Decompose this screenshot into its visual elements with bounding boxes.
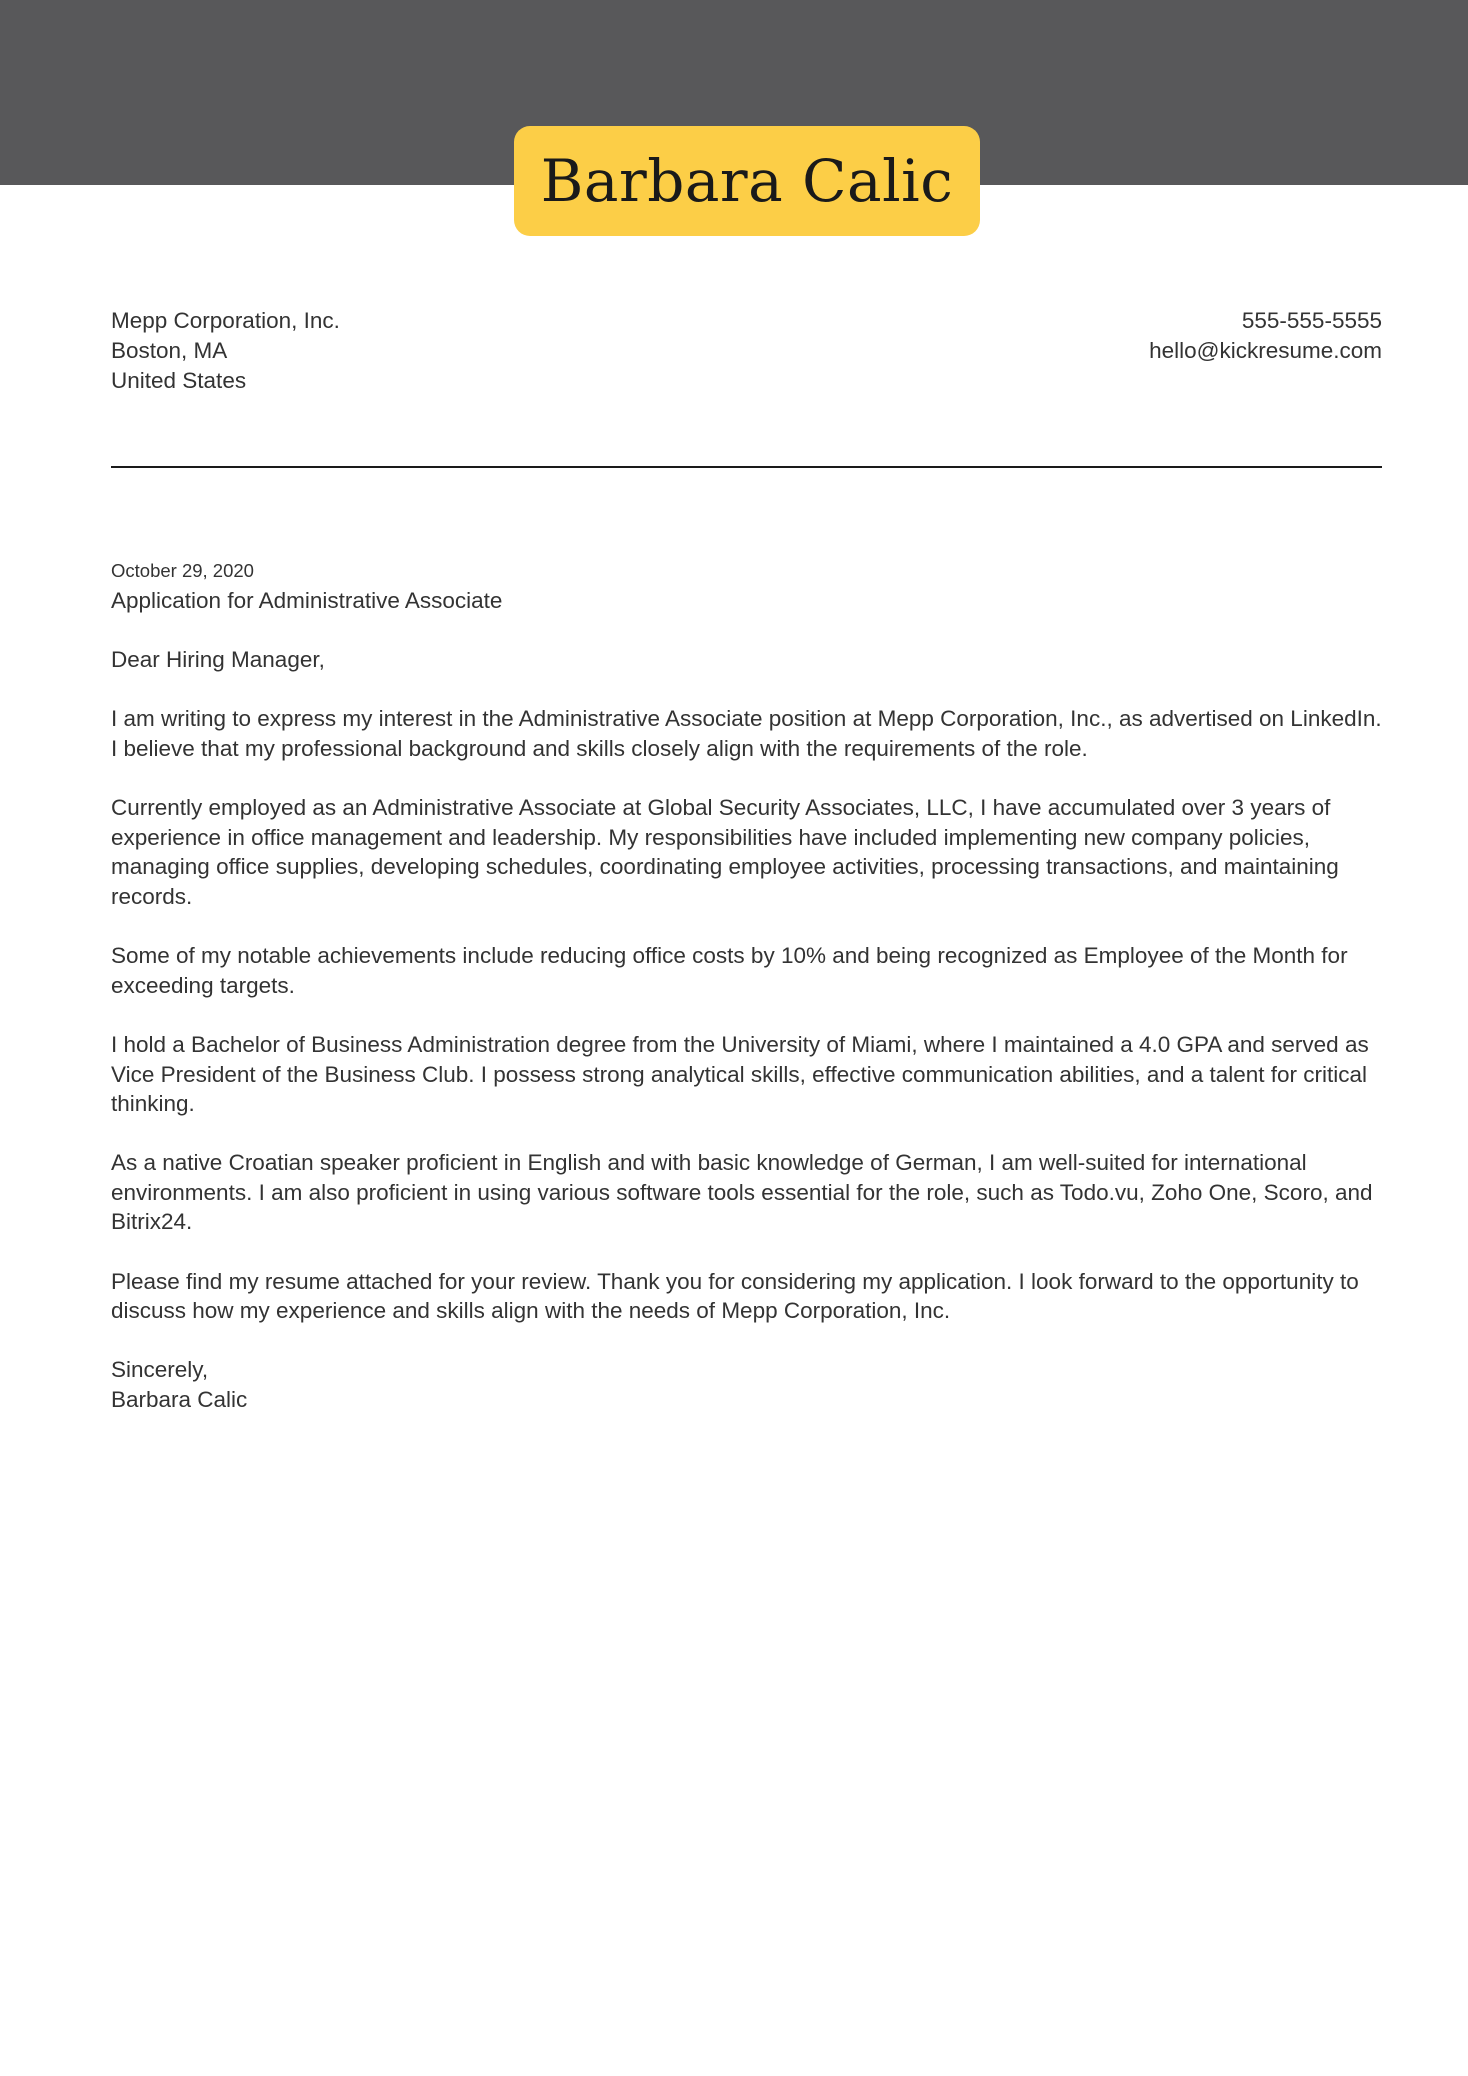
applicant-name: Barbara Calic xyxy=(540,147,954,215)
letter-subject: Application for Administrative Associate xyxy=(111,588,503,613)
letter-paragraph: Some of my notable achievements include reducing office costs by 10% and being recognized as Employee of the Month for exceeding targets. xyxy=(111,943,1348,998)
sender-contact xyxy=(1149,306,1382,366)
recipient-country: United States xyxy=(111,368,247,393)
closing-phrase: Sincerely, xyxy=(111,1357,209,1383)
letter-paragraph: Currently employed as an Administrative Associate at Global Security Associates, LLC, I have accumulated over 3 years of experience in office management and leadership. My responsibilities have included implementing new company policies, managing office supplies, developing schedules, coordinating employee activities, processing transactions, and maintaining records. xyxy=(111,795,1339,909)
letter-paragraph: I am writing to express my interest in the Administrative Associate position at Mepp Corporation, Inc., as advertised on LinkedIn. I believe that my professional background and skills closely align with the requirements of the role. xyxy=(111,706,1382,761)
recipient-city: Boston, MA xyxy=(111,338,228,363)
letter-body xyxy=(111,558,1382,1415)
sender-phone: 555-555-5555 xyxy=(1241,308,1382,333)
name-banner xyxy=(514,126,980,236)
sender-email: hello@kickresume.com xyxy=(1149,338,1382,363)
letter-salutation: Dear Hiring Manager, xyxy=(111,647,325,673)
signature-name: Barbara Calic xyxy=(111,1387,248,1413)
letter-date: October 29, 2020 xyxy=(111,560,254,581)
recipient-address xyxy=(111,306,340,396)
header-divider xyxy=(111,466,1382,468)
letter-closing xyxy=(111,1355,1382,1414)
letter-paragraph: As a native Croatian speaker proficient in English and with basic knowledge of German, I am well-suited for international environments. I am also proficient in using various software tools essential for the role, such as Todo.vu, Zoho One, Scoro, and Bitrix24. xyxy=(111,1150,1373,1235)
letter-paragraph: Please find my resume attached for your review. Thank you for considering my application. I look forward to the opportunity to discuss how my experience and skills align with the needs of Mepp Corporation, Inc. xyxy=(111,1268,1359,1324)
letter-paragraph: I hold a Bachelor of Business Administration degree from the University of Miami, where I maintained a 4.0 GPA and served as Vice President of the Business Club. I possess strong analytical skills, effective communication abilities, and a talent for critical thinking. xyxy=(111,1031,1369,1117)
recipient-company: Mepp Corporation, Inc. xyxy=(111,308,340,333)
